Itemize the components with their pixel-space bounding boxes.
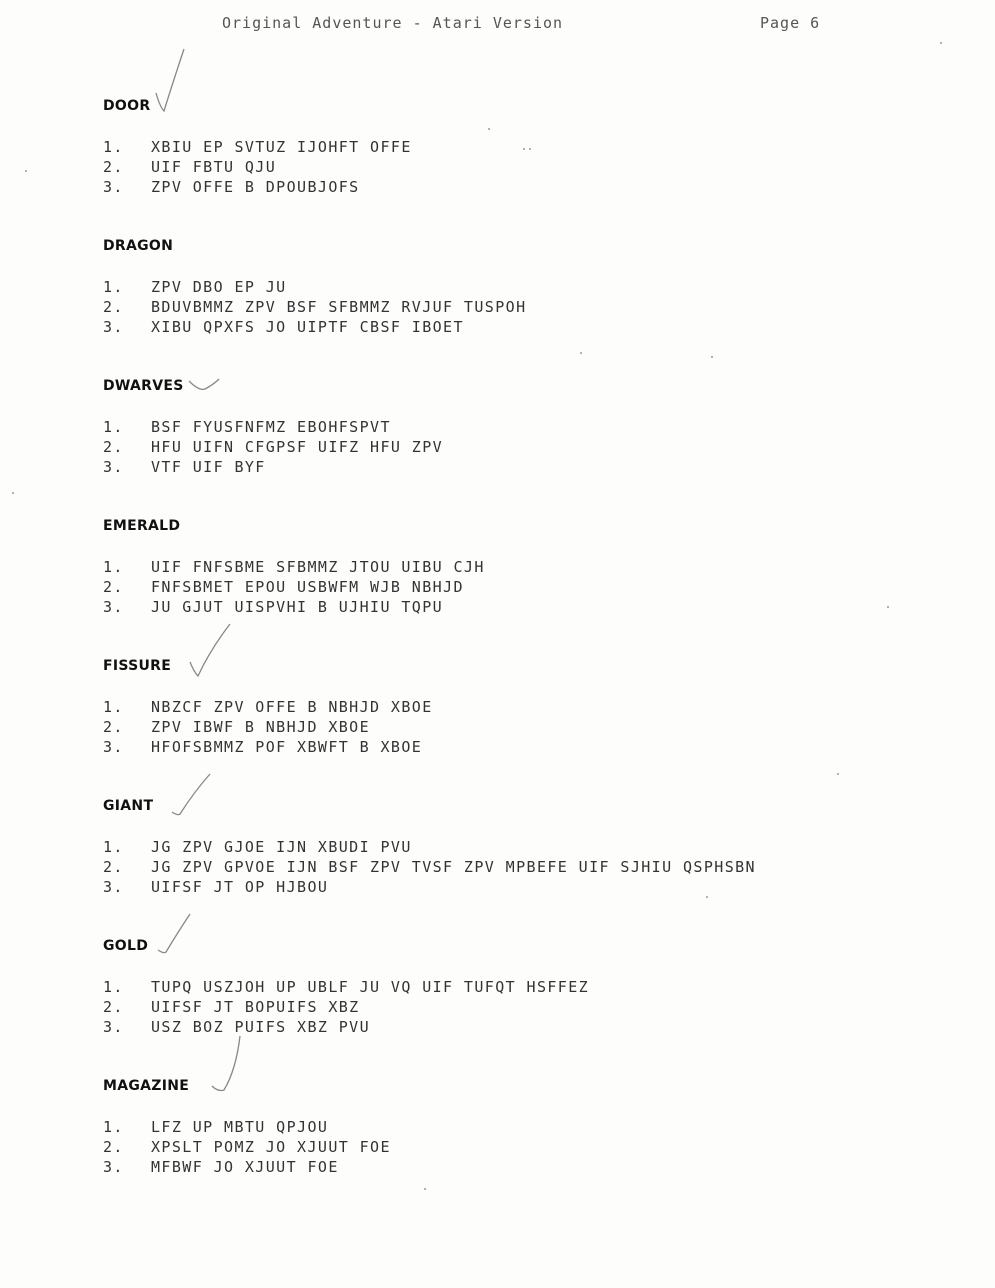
hint-item: 3. JU GJUT UISPVHI B UJHIU TQPU (103, 598, 444, 616)
hint-item: 3. ZPV OFFE B DPOUBJOFS (103, 178, 360, 196)
section-heading: DRAGON (103, 238, 174, 254)
section-giant (103, 797, 903, 913)
checkmark-icon (168, 770, 218, 840)
hint-item: 2. UIF FBTU QJU (103, 158, 277, 176)
scan-speck (940, 42, 942, 44)
section-heading: EMERALD (103, 518, 181, 534)
checkmark-icon (210, 1030, 250, 1100)
hint-item: 3. VTF UIF BYF (103, 458, 266, 476)
scan-speck (706, 896, 708, 898)
checkmark-icon (156, 910, 196, 970)
scan-speck (25, 170, 27, 172)
checkmark-icon (186, 620, 236, 680)
hint-item: 1. BSF FYUSFNFMZ EBOHFSPVT (103, 418, 391, 436)
section-heading: DWARVES (103, 378, 184, 394)
section-heading: FISSURE (103, 658, 172, 674)
hint-item: 3. HFOFSBMMZ POF XBWFT B XBOE (103, 738, 423, 756)
page-number: Page 6 (760, 14, 821, 32)
section-heading: MAGAZINE (103, 1078, 190, 1094)
section-heading: DOOR (103, 98, 151, 114)
hint-item: 2. JG ZPV GPVOE IJN BSF ZPV TVSF ZPV MPBEFE UIF SJHIU QSPHSBN (103, 858, 756, 876)
hint-list (103, 837, 903, 897)
hint-list (103, 697, 903, 757)
hint-item: 1. JG ZPV GJOE IJN XBUDI PVU (103, 838, 412, 856)
hint-item: 1. XBIU EP SVTUZ IJOHFT OFFE (103, 138, 412, 156)
hint-item: 2. UIFSF JT BOPUIFS XBZ (103, 998, 360, 1016)
hint-item: 1. LFZ UP MBTU QPJOU (103, 1118, 329, 1136)
hint-item: 3. USZ BOZ PUIFS XBZ PVU (103, 1018, 371, 1036)
hint-item: 1. TUPQ USZJOH UP UBLF JU VQ UIF TUFQT HSFFEZ (103, 978, 590, 996)
hint-list (103, 277, 903, 337)
hint-item: 2. FNFSBMET EPOU USBWFM WJB NBHJD (103, 578, 464, 596)
hint-item: 3. MFBWF JO XJUUT FOE (103, 1158, 339, 1176)
hint-item: 3. XIBU QPXFS JO UIPTF CBSF IBOET (103, 318, 464, 336)
section-dragon (103, 237, 903, 353)
scan-speck (424, 1188, 426, 1190)
hint-item: 2. BDUVBMMZ ZPV BSF SFBMMZ RVJUF TUSPOH (103, 298, 527, 316)
scan-speck (488, 128, 490, 130)
section-emerald (103, 517, 903, 633)
hint-item: 3. UIFSF JT OP HJBOU (103, 878, 329, 896)
hint-list (103, 1117, 903, 1177)
section-door (103, 97, 903, 213)
hint-list (103, 977, 903, 1037)
checkmark-icon (187, 375, 223, 397)
section-heading: GOLD (103, 938, 149, 954)
hint-item: 2. HFU UIFN CFGPSF UIFZ HFU ZPV (103, 438, 444, 456)
hint-list (103, 417, 903, 477)
section-dwarves (103, 377, 903, 493)
hint-item: 2. ZPV IBWF B NBHJD XBOE (103, 718, 371, 736)
scan-speck (580, 352, 582, 354)
scan-speck (523, 148, 525, 150)
hint-list (103, 137, 903, 197)
checkmark-icon (152, 45, 192, 120)
section-heading: GIANT (103, 798, 154, 814)
hint-item: 1. ZPV DBO EP JU (103, 278, 287, 296)
hint-item: 1. UIF FNFSBME SFBMMZ JTOU UIBU CJH (103, 558, 485, 576)
hint-item: 2. XPSLT POMZ JO XJUUT FOE (103, 1138, 391, 1156)
scan-speck (837, 773, 839, 775)
hint-item: 1. NBZCF ZPV OFFE B NBHJD XBOE (103, 698, 433, 716)
scan-speck (711, 356, 713, 358)
scan-speck (529, 148, 531, 150)
hint-list (103, 557, 903, 617)
document-title: Original Adventure - Atari Version (222, 14, 564, 32)
scan-speck (887, 606, 889, 608)
scan-speck (12, 492, 14, 494)
